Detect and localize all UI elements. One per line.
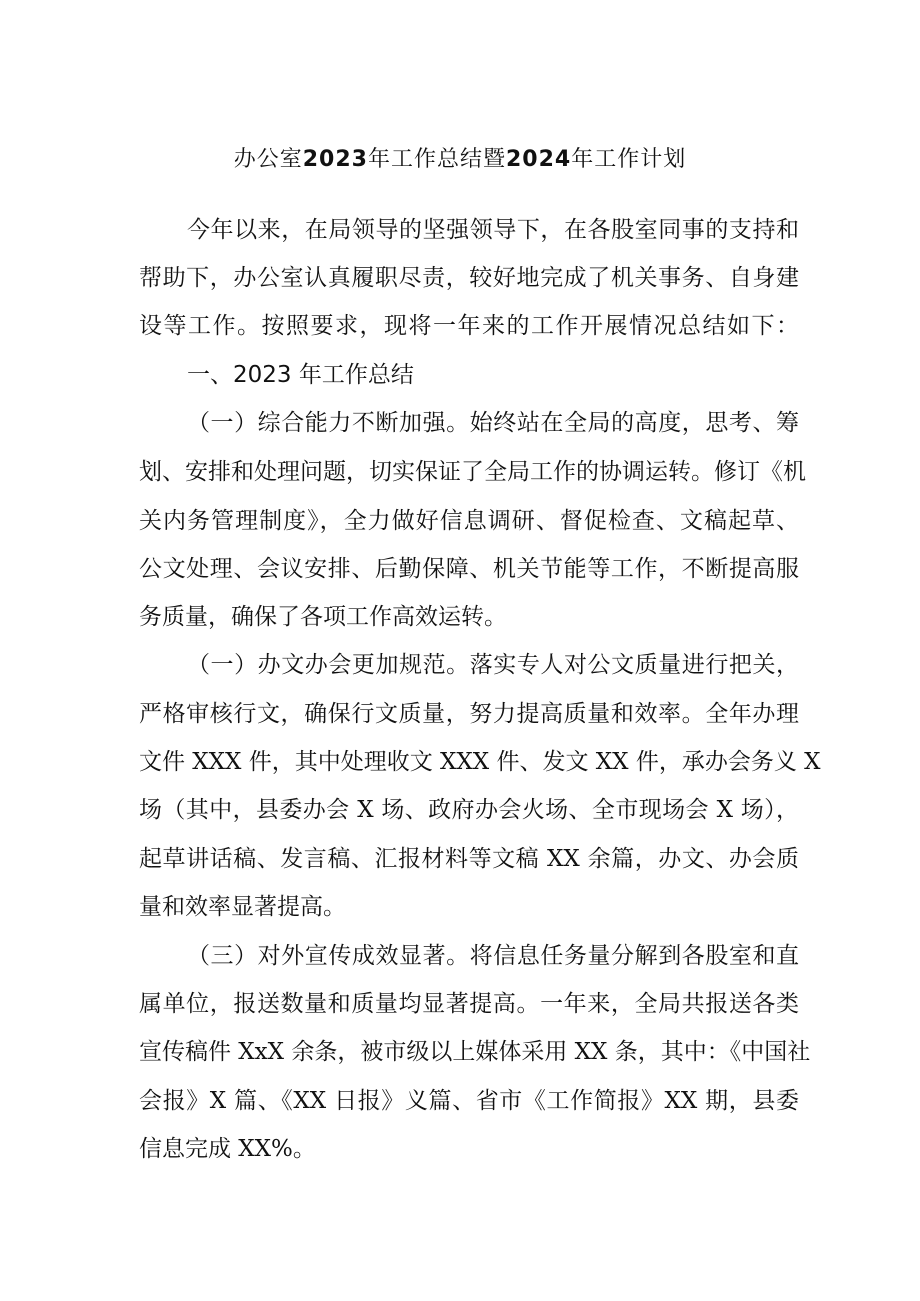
title-year-2024: 2024 — [506, 147, 572, 172]
intro-line-3: 设等工作。按照要求，现将一年来的工作开展情况总结如下： — [139, 313, 799, 339]
document-title — [0, 142, 920, 173]
section-2-line-3: 文件 XXX 件，其中处理收文 XXX 件、发文 XX 件，承办会务义 X — [139, 749, 821, 775]
intro-line-1: 今年以来，在局领导的坚强领导下，在各股室同事的支持和 — [187, 217, 799, 243]
intro-line-2: 帮助下，办公室认真履职尽责，较好地完成了机关事务、自身建 — [139, 265, 799, 291]
section-2-line-1: （一）办文办会更加规范。落实专人对公文质量进行把关， — [187, 652, 799, 678]
title-prefix: 办公室 — [233, 147, 303, 172]
section-3-line-1: （三）对外宣传成效显著。将信息任务量分解到各股室和直 — [187, 943, 799, 969]
section-3-line-2: 属单位，报送数量和质量均显著提高。一年来，全局共报送各类 — [139, 991, 799, 1017]
section-2-line-6: 量和效率显著提高。 — [139, 894, 346, 920]
title-year-2023: 2023 — [302, 147, 368, 172]
section-2-line-5: 起草讲话稿、发言稿、汇报材料等文稿 XX 余篇，办文、办会质 — [139, 846, 799, 872]
section-1-line-4: 公文处理、会议安排、后勤保障、机关节能等工作，不断提高服 — [139, 556, 799, 582]
section-1-line-5: 务质量，确保了各项工作高效运转。 — [139, 604, 507, 630]
section-2-line-4: 场（其中，县委办会 X 场、政府办会火场、全市现场会 X 场）， — [139, 797, 799, 823]
section-3-line-4: 会报》X 篇、《XX 日报》义篇、省市《工作简报》XX 期，县委 — [139, 1088, 799, 1114]
title-mid: 年工作总结暨 — [367, 147, 506, 172]
section-1-line-1: （一）综合能力不断加强。始终站在全局的高度，思考、筹 — [187, 410, 799, 436]
section-3-line-3: 宣传稿件 XxX 余条，被市级以上媒体采用 XX 条，其中：《中国社 — [139, 1039, 811, 1065]
section-3-line-5: 信息完成 XX%。 — [139, 1136, 316, 1162]
title-suffix: 年工作计划 — [571, 147, 687, 172]
heading-2023-summary: 一、2023 年工作总结 — [187, 362, 414, 388]
section-1-line-2: 划、安排和处理问题，切实保证了全局工作的协调运转。修订《机 — [139, 459, 806, 485]
section-1-line-3: 关内务管理制度》，全力做好信息调研、督促检查、文稿起草、 — [139, 508, 799, 534]
section-2-line-2: 严格审核行文，确保行文质量，努力提高质量和效率。全年办理 — [139, 701, 799, 727]
